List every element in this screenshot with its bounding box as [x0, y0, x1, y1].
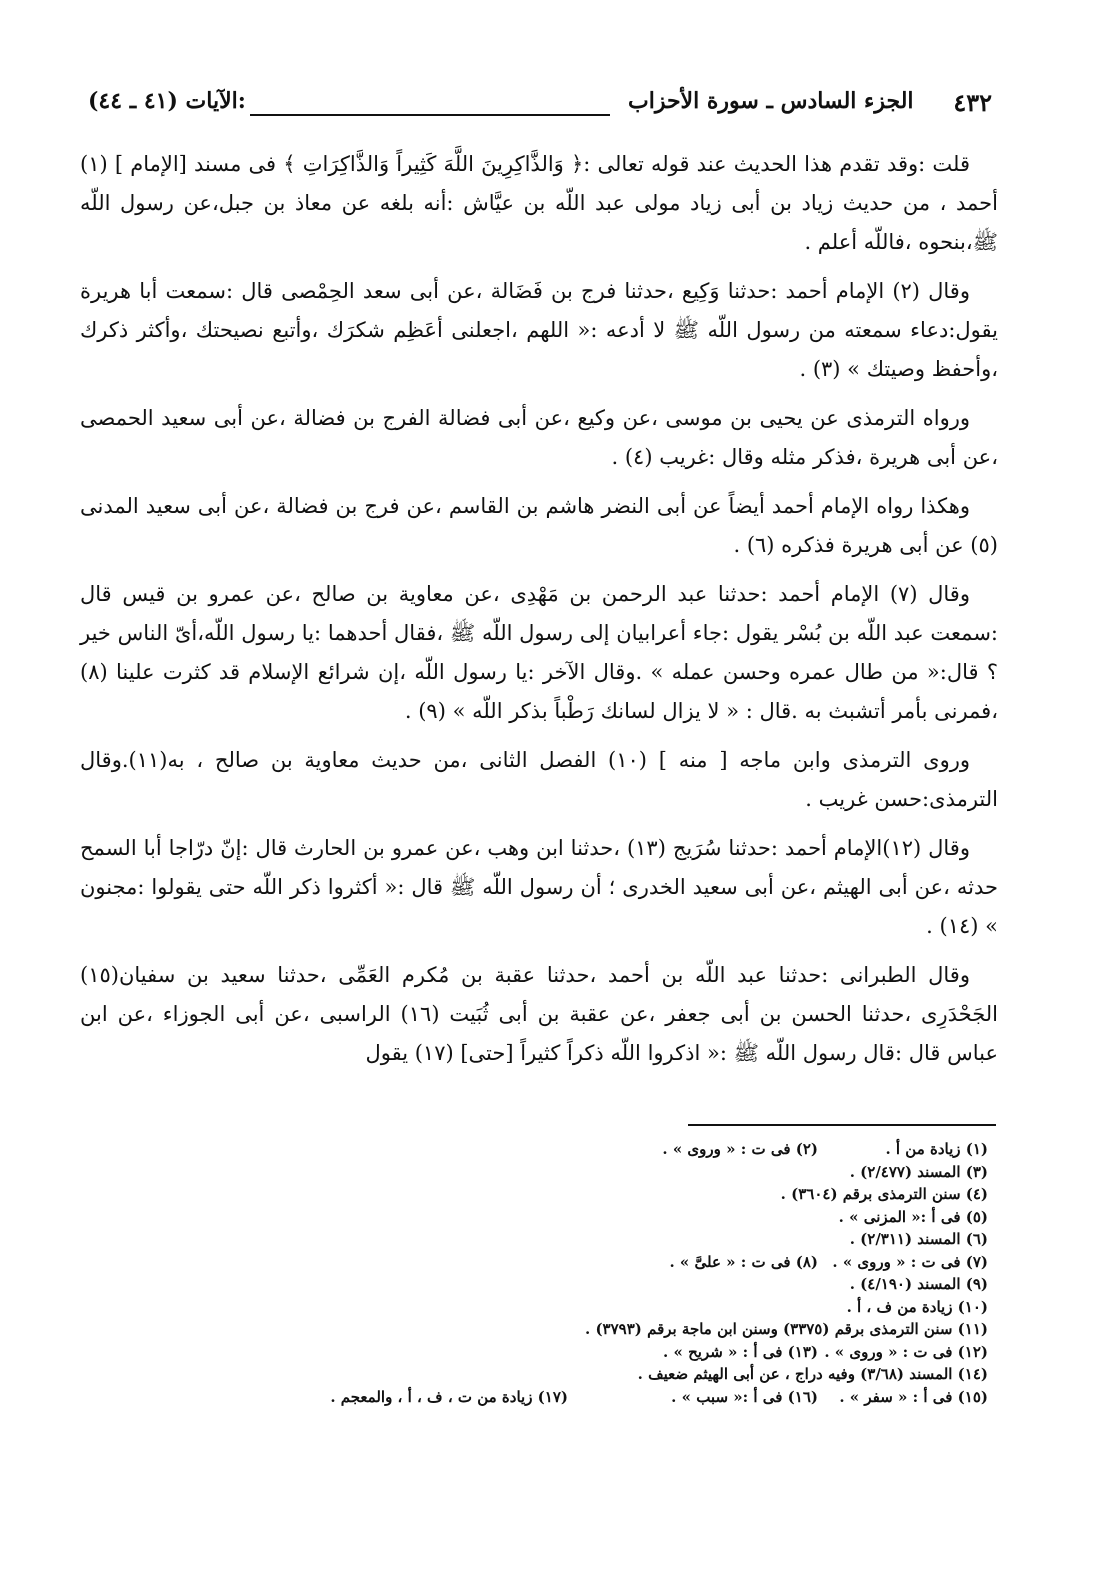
footnote: (٩) المسند (٤/١٩٠) .	[849, 1275, 988, 1293]
header-title: الجزء السادس ـ سورة الأحزاب	[628, 88, 914, 114]
footnote: (١٤) المسند (٣/٦٨) وفيه دراج ، عن أبى الهيثم ضعيف .	[637, 1365, 988, 1383]
footnote: (١٥) فى أ : « سفر » .	[839, 1387, 988, 1406]
paragraph: وقال (١٢)الإمام أحمد :حدثنا سُرَيج (١٣) ،حدثنا ابن وهب ،عن عمرو بن الحارث قال :إنّ درّاجا أبا السمح حدثه ،عن أبى الهيثم ،عن أبى سعيد الخدرى ؛ أن رسول اللّه ﷺ قال :« أكثروا ذكر اللّه حتى يقولوا :مجنون » (١٤) .	[80, 836, 998, 938]
footnote-row	[80, 1363, 998, 1386]
header-rule	[250, 114, 610, 116]
main-text	[80, 145, 998, 1083]
paragraph: وقال (٧) الإمام أحمد :حدثنا عبد الرحمن بن مَهْدِى ،عن معاوية بن صالح ،عن عمرو بن قيس قال :سمعت عبد اللّه بن بُسْر يقول :جاء أعرابيان إلى رسول اللّه ﷺ ،فقال أحدهما :يا رسول اللّه،أىّ الناس خير ؟ قال:« من طال عمره وحسن عمله » .وقال الآخر :يا رسول اللّه ،إن شرائع الإسلام قد كثرت علينا (٨) ،فمرنى بأمر أتشبث به .قال : « لا يزال لسانك رَطْباً بذكر اللّه » (٩) .	[80, 582, 998, 723]
footnote: (١٣) فى أ : « شريح » .	[663, 1342, 818, 1361]
paragraph: ورواه الترمذى عن يحيى بن موسى ،عن وكيع ،عن أبى فضالة الفرج بن فضالة ،عن أبى سعيد الحمصى ،عن أبى هريرة ،فذكر مثله وقال :غريب (٤) .	[80, 406, 998, 469]
paragraph: وروى الترمذى وابن ماجه [ منه ] (١٠) الفصل الثانى ،من حديث معاوية بن صالح ، به(١١).وقال الترمذى:حسن غريب .	[80, 748, 998, 811]
footnote-row	[80, 1138, 998, 1161]
footnote: (٦) المسند (٢/٣١١) .	[849, 1230, 988, 1248]
footnote: (١١) سنن الترمذى برقم (٣٣٧٥) وسنن ابن ماجة برقم (٣٧٩٣) .	[585, 1320, 988, 1338]
footnote-row	[80, 1228, 998, 1251]
header-verses: :الآيات (٤١ ـ ٤٤)	[88, 88, 246, 114]
footnote-row	[80, 1273, 998, 1296]
footnote: (١٠) زيادة من ف ، أ .	[846, 1297, 988, 1316]
paragraph: وقال الطبرانى :حدثنا عبد اللّه بن أحمد ،حدثنا عقبة بن مُكرم العَمِّى ،حدثنا سعيد بن سفيان(١٥) الجَحْدَرِى ،حدثنا الحسن بن أبى جعفر ،عن عقبة بن أبى ثُبَيت (١٦) الراسبى ،عن أبى الجوزاء ،عن ابن عباس قال :قال رسول اللّه ﷺ :« اذكروا اللّه ذكراً كثيراً [حتى] (١٧) يقول	[80, 963, 998, 1065]
footnote: (٥) فى أ :« المزنى » .	[838, 1207, 988, 1226]
footnote-row	[80, 1386, 998, 1409]
footnote: (١٦) فى أ :« سبب » .	[671, 1387, 818, 1406]
footnote-row	[80, 1296, 998, 1319]
footnote-row	[80, 1161, 998, 1184]
footnote: (٧) فى ت : « وروى » .	[832, 1252, 988, 1271]
running-header	[80, 88, 998, 128]
footnote: (١) زيادة من أ .	[885, 1140, 988, 1158]
footnote: (٤) سنن الترمذى برقم (٣٦٠٤) .	[780, 1185, 988, 1203]
footnote-row	[80, 1341, 998, 1364]
footnote-row	[80, 1206, 998, 1229]
footnote: (٣) المسند (٢/٤٧٧) .	[849, 1162, 988, 1181]
footnote: (٨) فى ت : « علىَّ » .	[669, 1252, 818, 1271]
paragraph: وقال (٢) الإمام أحمد :حدثنا وَكِيع ،حدثنا فرج بن فَضَالة ،عن أبى سعد الحِمْصى قال :سمعت أبا هريرة يقول:دعاء سمعته من رسول اللّه ﷺ لا أدعه :« اللهم ،اجعلنى أعَظِم شكرَك ،وأتبع نصيحتك ،وأكثر ذكرك ،وأحفظ وصيتك » (٣) .	[80, 279, 998, 381]
footnote-row	[80, 1251, 998, 1274]
footnotes	[80, 1138, 998, 1408]
footnote-row	[80, 1318, 998, 1341]
paragraph: قلت :وقد تقدم هذا الحديث عند قوله تعالى :﴿ وَالذَّاكِرِينَ اللَّهَ كَثِيراً وَالذَّاكِرَاتِ ﴾ فى مسند [الإمام ] (١) أحمد ، من حديث زياد بن أبى زياد مولى عبد اللّه بن عيَّاش :أنه بلغه عن معاذ بن جبل،عن رسول اللّه ﷺ،بنحوه ،فاللّه أعلم .	[80, 152, 998, 254]
paragraph: وهكذا رواه الإمام أحمد أيضاً عن أبى النضر هاشم بن القاسم ،عن فرج بن فضالة ،عن أبى سعيد المدنى (٥) عن أبى هريرة فذكره (٦) .	[80, 494, 998, 557]
footnote: (١٢) فى ت : « وروى » .	[824, 1342, 988, 1361]
page-number: ٤٣٢	[953, 88, 992, 117]
footnote-row	[80, 1183, 998, 1206]
footnote: (١٧) زيادة من ت ، ف ، أ ، والمعجم .	[330, 1387, 568, 1406]
footnote: (٢) فى ت : « وروى » .	[662, 1140, 818, 1158]
footnote-rule	[688, 1124, 996, 1126]
